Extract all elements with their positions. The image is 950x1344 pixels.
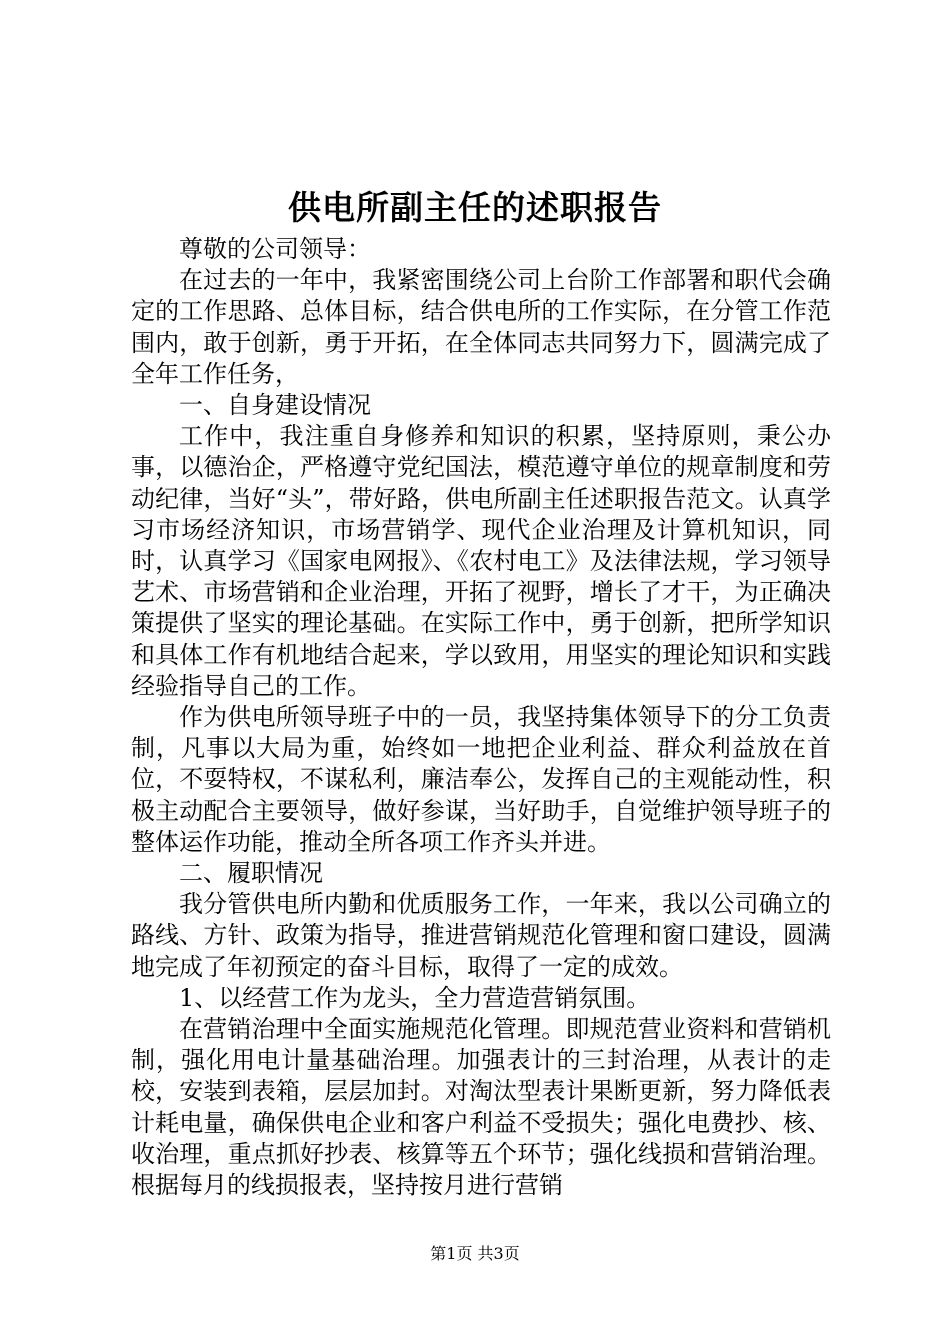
section-heading-duties: 二、履职情况 [179,859,323,888]
section1-paragraph-2: 作为供电所领导班子中的一员，我坚持集体领导下的分工负责制，凡事以大局为重，始终如一地把企业利益、群众利益放在首位，不耍特权，不谋私利，廉洁奉公，发挥自己的主观能动性，积极主动配合主要领导，做好参谋，当好助手，自觉维护领导班子的整体运作功能，推动全所各项工作齐头并进。 [131,703,831,856]
section-heading-self-building: 一、自身建设情况 [179,391,371,420]
section1-paragraph-1: 工作中，我注重自身修养和知识的积累，坚持原则，秉公办事，以德治企，严格遵守党纪国法，模范遵守单位的规章制度和劳动纪律，当好“头”，带好路，供电所副主任述职报告范文。认真学习市场经济知识，市场营销学、现代企业治理及计算机知识，同时，认真学习《国家电网报》、《农村电工》及法律法规，学习领导艺术、市场营销和企业治理，开拓了视野，增长了才干，为正确决策提供了坚实的理论基础。在实际工作中，勇于创新，把所学知识和具体工作有机地结合起来，学以致用，用坚实的理论知识和实践经验指导自己的工作。 [131,422,831,700]
intro-paragraph: 在过去的一年中，我紧密围绕公司上台阶工作部署和职代会确定的工作思路、总体目标，结合供电所的工作实际，在分管工作范围内，敢于创新，勇于开拓，在全体同志共同努力下，圆满完成了全年工作任务， [131,266,831,388]
section2-paragraph-1: 我分管供电所内勤和优质服务工作，一年来，我以公司确立的路线、方针、政策为指导，推进营销规范化管理和窗口建设，圆满地完成了年初预定的奋斗目标，取得了一定的成效。 [131,890,831,981]
document-title: 供电所副主任的述职报告 [288,188,662,227]
salutation: 尊敬的公司领导： [179,235,371,263]
subsection-heading-operations: 1、以经营工作为龙头，全力营造营销氛围。 [179,983,651,1012]
subsection1-paragraph-1: 在营销治理中全面实施规范化管理。即规范营业资料和营销机制，强化用电计量基础治理。加强表计的三封治理，从表计的走校，安装到表箱，层层加封。对淘汰型表计果断更新，努力降低表计耗电量，确保供电企业和客户利益不受损失；强化电费抄、核、收治理，重点抓好抄表、核算等五个环节；强化线损和营销治理。根据每月的线损报表，坚持按月进行营销 [131,1015,831,1200]
page-footer: 第1页 共3页 [430,1244,520,1263]
document-body [131,234,831,1201]
